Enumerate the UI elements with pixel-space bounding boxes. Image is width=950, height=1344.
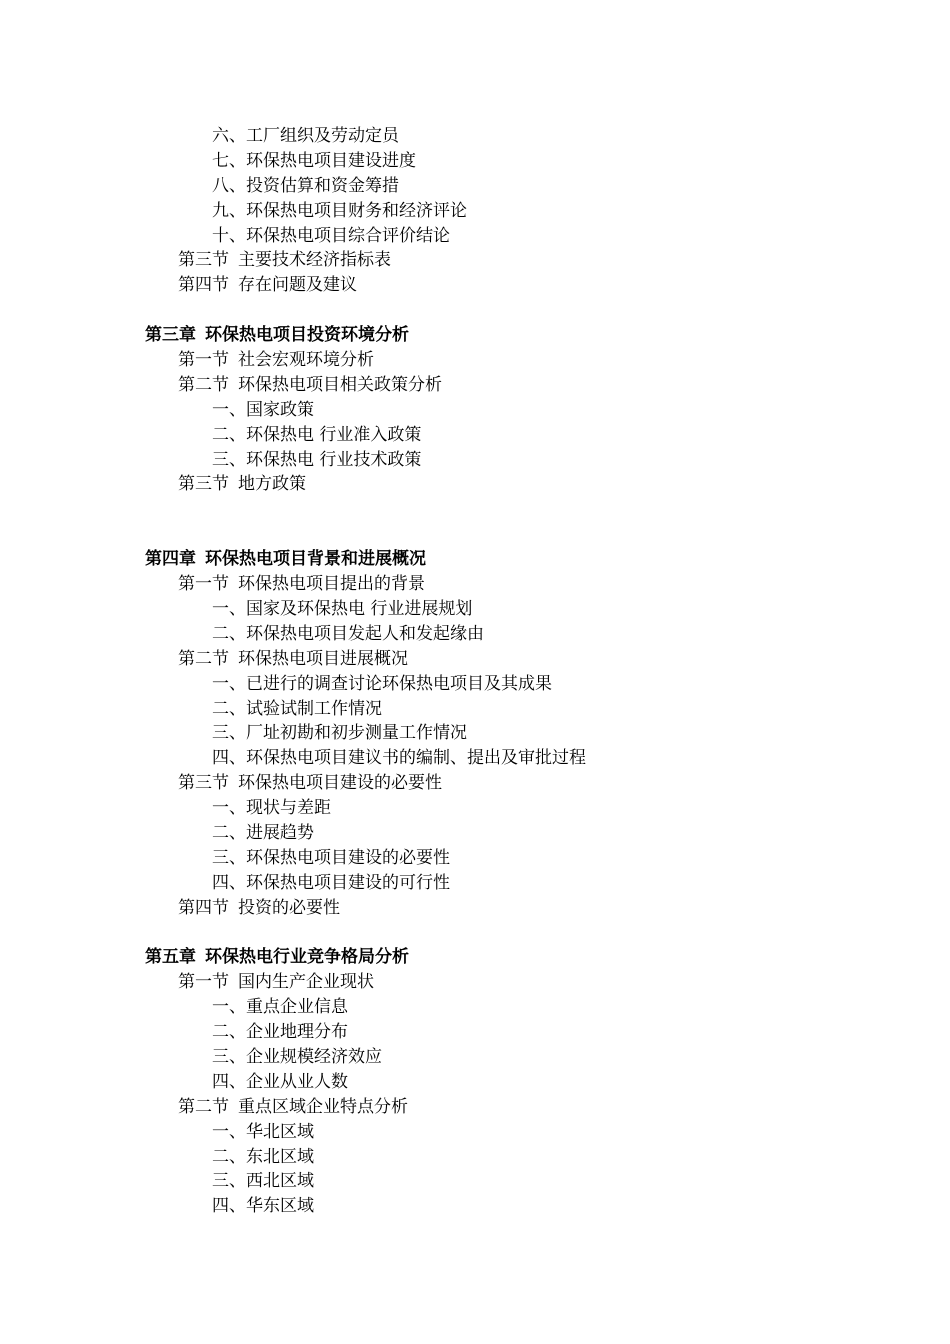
- entry-number: 第二节: [178, 374, 229, 395]
- subsection-item: [0, 398, 950, 423]
- subsection-item: [0, 995, 950, 1020]
- subsection-item: [0, 174, 950, 199]
- entry-title: 一、已进行的调查讨论环保热电项目及其成果: [212, 673, 552, 694]
- entry-title: 环保热电行业竞争格局分析: [205, 947, 409, 968]
- entry-title: 一、国家及环保热电 行业进展规划: [212, 598, 473, 619]
- entry-title: 存在问题及建议: [238, 275, 357, 296]
- section-heading: [0, 896, 950, 921]
- entry-number: 第三章: [145, 325, 196, 346]
- subsection-item: [0, 796, 950, 821]
- section-heading: [0, 373, 950, 398]
- entry-title: 二、试验试制工作情况: [212, 698, 382, 719]
- entry-number: 第三节: [178, 773, 229, 794]
- spacer: [0, 497, 950, 547]
- section-heading: [0, 273, 950, 298]
- subsection-item: [0, 423, 950, 448]
- entry-title: 三、环保热电项目建设的必要性: [212, 847, 450, 868]
- entry-title: 重点区域企业特点分析: [238, 1096, 408, 1117]
- entry-title: 二、进展趋势: [212, 822, 314, 843]
- subsection-item: [0, 1045, 950, 1070]
- entry-title: 二、企业地理分布: [212, 1022, 348, 1043]
- chapter-heading: [0, 323, 950, 348]
- entry-number: 第三节: [178, 474, 229, 495]
- section-heading: [0, 771, 950, 796]
- entry-title: 国内生产企业现状: [238, 972, 374, 993]
- subsection-item: [0, 1194, 950, 1219]
- subsection-item: [0, 622, 950, 647]
- subsection-item: [0, 746, 950, 771]
- subsection-item: [0, 597, 950, 622]
- entry-title: 环保热电项目进展概况: [238, 648, 408, 669]
- subsection-item: [0, 697, 950, 722]
- chapter-heading: [0, 547, 950, 572]
- chapter-heading: [0, 945, 950, 970]
- subsection-item: [0, 1169, 950, 1194]
- entry-title: 一、华北区域: [212, 1121, 314, 1142]
- entry-title: 一、国家政策: [212, 399, 314, 420]
- subsection-item: [0, 124, 950, 149]
- entry-title: 四、企业从业人数: [212, 1071, 348, 1092]
- subsection-item: [0, 149, 950, 174]
- entry-title: 四、环保热电项目建设的可行性: [212, 872, 450, 893]
- entry-title: 三、企业规模经济效应: [212, 1046, 382, 1067]
- entry-title: 三、环保热电 行业技术政策: [212, 449, 422, 470]
- entry-title: 八、投资估算和资金筹措: [212, 175, 399, 196]
- subsection-item: [0, 672, 950, 697]
- entry-title: 四、环保热电项目建议书的编制、提出及审批过程: [212, 748, 586, 769]
- entry-title: 六、工厂组织及劳动定员: [212, 126, 399, 146]
- entry-number: 第一节: [178, 350, 229, 371]
- spacer: [0, 298, 950, 323]
- entry-title: 二、环保热电项目发起人和发起缘由: [212, 623, 484, 644]
- section-heading: [0, 472, 950, 497]
- entry-title: 主要技术经济指标表: [238, 250, 391, 271]
- entry-title: 十、环保热电项目综合评价结论: [212, 225, 450, 246]
- entry-number: 第二节: [178, 1096, 229, 1117]
- section-heading: [0, 348, 950, 373]
- entry-title: 环保热电项目相关政策分析: [238, 374, 442, 395]
- entry-title: 九、环保热电项目财务和经济评论: [212, 200, 467, 221]
- entry-number: 第四章: [145, 549, 196, 570]
- entry-title: 三、西北区域: [212, 1171, 314, 1192]
- section-heading: [0, 248, 950, 273]
- entry-title: 二、东北区域: [212, 1146, 314, 1167]
- subsection-item: [0, 1120, 950, 1145]
- entry-number: 第二节: [178, 648, 229, 669]
- entry-title: 地方政策: [238, 474, 306, 495]
- subsection-item: [0, 1070, 950, 1095]
- section-heading: [0, 970, 950, 995]
- entry-title: 一、现状与差距: [212, 798, 331, 819]
- subsection-item: [0, 224, 950, 249]
- subsection-item: [0, 199, 950, 224]
- table-of-contents: [0, 124, 950, 1219]
- entry-title: 社会宏观环境分析: [238, 350, 374, 371]
- section-heading: [0, 1095, 950, 1120]
- entry-title: 环保热电项目背景和进展概况: [205, 549, 426, 570]
- entry-title: 环保热电项目投资环境分析: [205, 325, 409, 346]
- entry-title: 环保热电项目提出的背景: [238, 574, 425, 595]
- entry-title: 二、环保热电 行业准入政策: [212, 424, 422, 445]
- entry-number: 第三节: [178, 250, 229, 271]
- entry-number: 第一节: [178, 574, 229, 595]
- subsection-item: [0, 871, 950, 896]
- entry-title: 投资的必要性: [238, 897, 340, 918]
- entry-number: 第四节: [178, 897, 229, 918]
- entry-number: 第五章: [145, 947, 196, 968]
- entry-title: 一、重点企业信息: [212, 997, 348, 1018]
- subsection-item: [0, 721, 950, 746]
- subsection-item: [0, 821, 950, 846]
- subsection-item: [0, 1145, 950, 1170]
- entry-number: 第四节: [178, 275, 229, 296]
- entry-title: 环保热电项目建设的必要性: [238, 773, 442, 794]
- subsection-item: [0, 1020, 950, 1045]
- section-heading: [0, 647, 950, 672]
- section-heading: [0, 572, 950, 597]
- entry-title: 三、厂址初勘和初步测量工作情况: [212, 723, 467, 744]
- subsection-item: [0, 448, 950, 473]
- spacer: [0, 921, 950, 946]
- entry-title: 七、环保热电项目建设进度: [212, 150, 416, 171]
- entry-number: 第一节: [178, 972, 229, 993]
- entry-title: 四、华东区域: [212, 1196, 314, 1217]
- subsection-item: [0, 846, 950, 871]
